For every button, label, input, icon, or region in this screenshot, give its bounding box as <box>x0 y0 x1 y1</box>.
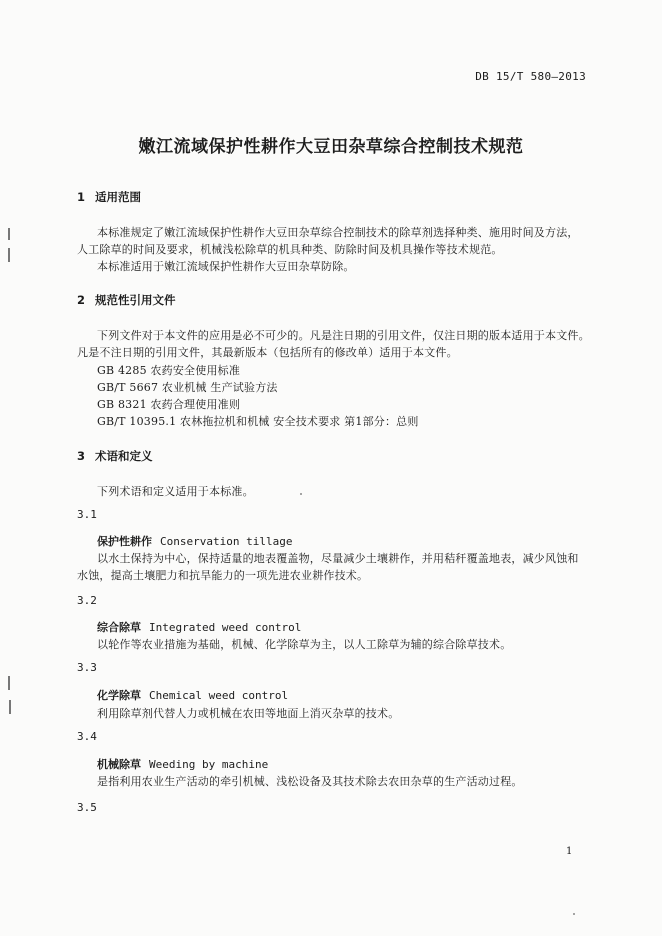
term-english: Chemical weed control <box>149 689 289 702</box>
reference-item: GB/T 5667 农业机械 生产试验方法 <box>97 381 278 394</box>
document-title: 嫩江流域保护性耕作大豆田杂草综合控制技术规范 <box>138 137 524 157</box>
section-1-heading <box>77 189 141 205</box>
section-title: 适用范围 <box>95 190 141 204</box>
scan-speck <box>573 913 575 915</box>
section-number: 1 <box>77 190 86 204</box>
paragraph-line: 本标准规定了嫩江流域保护性耕作大豆田杂草综合控制技术的除草剂选择种类、施用时间及方法， <box>97 226 579 239</box>
term-english: Weeding by machine <box>149 758 269 771</box>
subsection-number: 3.2 <box>77 594 97 607</box>
subsection-number: 3.3 <box>77 661 97 674</box>
scan-speck <box>300 493 302 495</box>
reference-item: GB 8321 农药合理使用准则 <box>97 398 241 411</box>
term-heading <box>97 619 301 635</box>
term-heading <box>97 687 288 703</box>
paragraph-line: 下列术语和定义适用于本标准。 <box>97 485 254 498</box>
definition-line: 以轮作等农业措施为基础，机械、化学除草为主，以人工除草为辅的综合除草技术。 <box>97 638 512 651</box>
reference-item: GB 4285 农药安全使用标准 <box>97 364 241 377</box>
scan-mark <box>8 248 10 262</box>
paragraph-line: 人工除草的时间及要求，机械浅松除草的机具种类、防除时间及机具操作等技术规范。 <box>77 243 503 256</box>
term-english: Integrated weed control <box>149 621 302 634</box>
document-code: DB 15/T 580—2013 <box>475 70 586 83</box>
section-number: 3 <box>77 449 86 463</box>
term-chinese: 机械除草 <box>97 758 141 771</box>
subsection-number: 3.1 <box>77 508 97 521</box>
definition-line: 利用除草剂代替人力或机械在农田等地面上消灭杂草的技术。 <box>97 707 400 720</box>
subsection-number: 3.5 <box>77 801 97 814</box>
paragraph-line: 本标准适用于嫩江流域保护性耕作大豆田杂草防除。 <box>97 260 355 273</box>
definition-line: 是指利用农业生产活动的牵引机械、浅松设备及其技术除去农田杂草的生产活动过程。 <box>97 775 523 788</box>
term-chinese: 保护性耕作 <box>97 535 152 548</box>
page-number: 1 <box>566 846 573 857</box>
section-number: 2 <box>77 293 86 307</box>
section-2-heading <box>77 292 176 308</box>
term-chinese: 化学除草 <box>97 689 141 702</box>
paragraph-line: 凡是不注日期的引用文件，其最新版本（包括所有的修改单）适用于本文件。 <box>77 346 458 359</box>
section-title: 术语和定义 <box>95 449 153 463</box>
scan-mark <box>8 228 10 240</box>
term-heading <box>97 756 268 772</box>
term-heading <box>97 533 292 549</box>
paragraph-line: 下列文件对于本文件的应用是必不可少的。凡是注日期的引用文件，仅注日期的版本适用于本文件。 <box>97 329 590 342</box>
definition-line: 水蚀，提高土壤肥力和抗旱能力的一项先进农业耕作技术。 <box>77 569 369 582</box>
section-title: 规范性引用文件 <box>95 293 176 307</box>
term-english: Conservation tillage <box>160 535 293 548</box>
definition-line: 以水土保持为中心，保持适量的地表覆盖物，尽量减少土壤耕作，并用秸秆覆盖地表，减少风蚀和 <box>97 552 579 565</box>
subsection-number: 3.4 <box>77 730 97 743</box>
term-chinese: 综合除草 <box>97 621 141 634</box>
scan-mark <box>9 700 11 714</box>
section-3-heading <box>77 448 153 464</box>
reference-item: GB/T 10395.1 农林拖拉机和机械 安全技术要求 第1部分：总则 <box>97 415 419 428</box>
scan-mark <box>8 676 10 690</box>
